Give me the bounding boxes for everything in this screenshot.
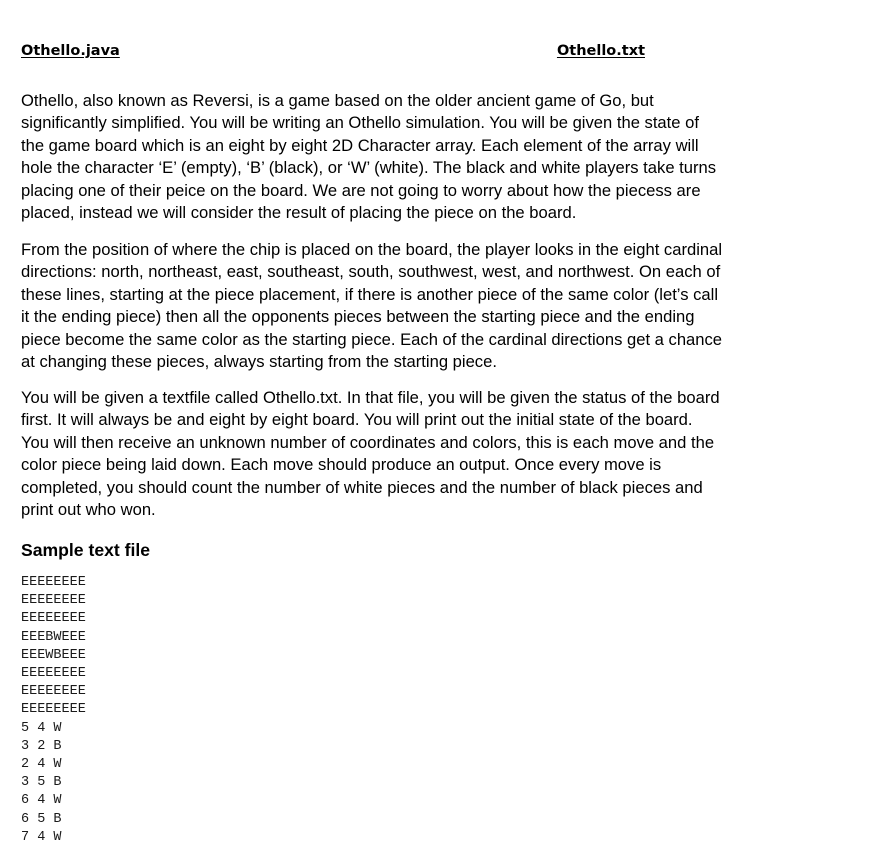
java-file-title: Othello.java (21, 43, 120, 59)
paragraph-line: You will be given a textfile called Othello.txt. In that file, you will be given the status of the board (21, 388, 720, 407)
paragraph-line: Othello, also known as Reversi, is a game based on the older ancient game of Go, but (21, 91, 654, 110)
code-line: 5 4 W (21, 720, 62, 736)
paragraph-line: it the ending piece) then all the opponents pieces between the starting piece and the ending (21, 307, 695, 327)
paragraph-line: these lines, starting at the piece placement, if there is another piece of the same color (let’s call (21, 284, 719, 304)
paragraph-line: directions: north, northeast, east, southeast, south, southwest, west, and northwest. On each of (21, 262, 721, 282)
code-line: EEEBWEEE (21, 629, 86, 645)
paragraph-line: print out who won. (21, 500, 156, 520)
paragraph-line: first. It will always be and eight by eight board. You will print out the initial state of the board. (21, 410, 693, 430)
code-line: EEEEEEEE (21, 684, 86, 700)
paragraph-line: significantly simplified. You will be writing an Othello simulation. You will be given the state of (21, 113, 699, 133)
intro-paragraph (21, 90, 821, 224)
code-line: EEEEEEEE (21, 666, 86, 682)
code-line: EEEEEEEE (21, 702, 86, 718)
code-line: EEEEEEEE (21, 575, 86, 590)
txt-file-title: Othello.txt (556, 43, 645, 59)
code-line: 3 2 B (21, 738, 62, 754)
document-header (21, 43, 645, 65)
code-line: EEEEEEEE (21, 593, 86, 609)
paragraph-line: hole the character ‘E’ (empty), ‘B’ (black), or ‘W’ (white). The black and white players take turns (21, 158, 717, 178)
paragraph-line: From the position of where the chip is placed on the board, the player looks in the eight cardinal (21, 240, 723, 259)
sample-file-contents (21, 574, 86, 847)
paragraph-line: placing one of their peice on the board. We are not going to worry about how the piecess are (21, 180, 701, 200)
paragraph-line: piece become the same color as the starting piece. Each of the cardinal directions get a chance (21, 329, 723, 349)
paragraph-line: at changing these pieces, always starting from the starting piece. (21, 352, 497, 372)
paragraph-line: color piece being laid down. Each move should produce an output. Once every move is (21, 455, 662, 475)
code-line: 7 4 W (21, 829, 62, 845)
code-line: EEEEEEEE (21, 611, 86, 627)
code-line: 2 4 W (21, 757, 62, 773)
code-line: 6 5 B (21, 811, 62, 827)
code-line: 3 5 B (21, 775, 62, 791)
paragraph-line: placed, instead we will consider the result of placing the piece on the board. (21, 203, 577, 223)
instructions-paragraph (21, 387, 821, 521)
rules-paragraph (21, 239, 821, 373)
sample-heading: Sample text file (21, 540, 151, 560)
paragraph-line: You will then receive an unknown number of coordinates and colors, this is each move and the (21, 432, 715, 452)
paragraph-line: the game board which is an eight by eight 2D Character array. Each element of the array will (21, 135, 699, 155)
code-line: EEEWBEEE (21, 647, 86, 663)
paragraph-line: completed, you should count the number of white pieces and the number of black pieces and (21, 477, 703, 497)
code-line: 6 4 W (21, 793, 62, 809)
